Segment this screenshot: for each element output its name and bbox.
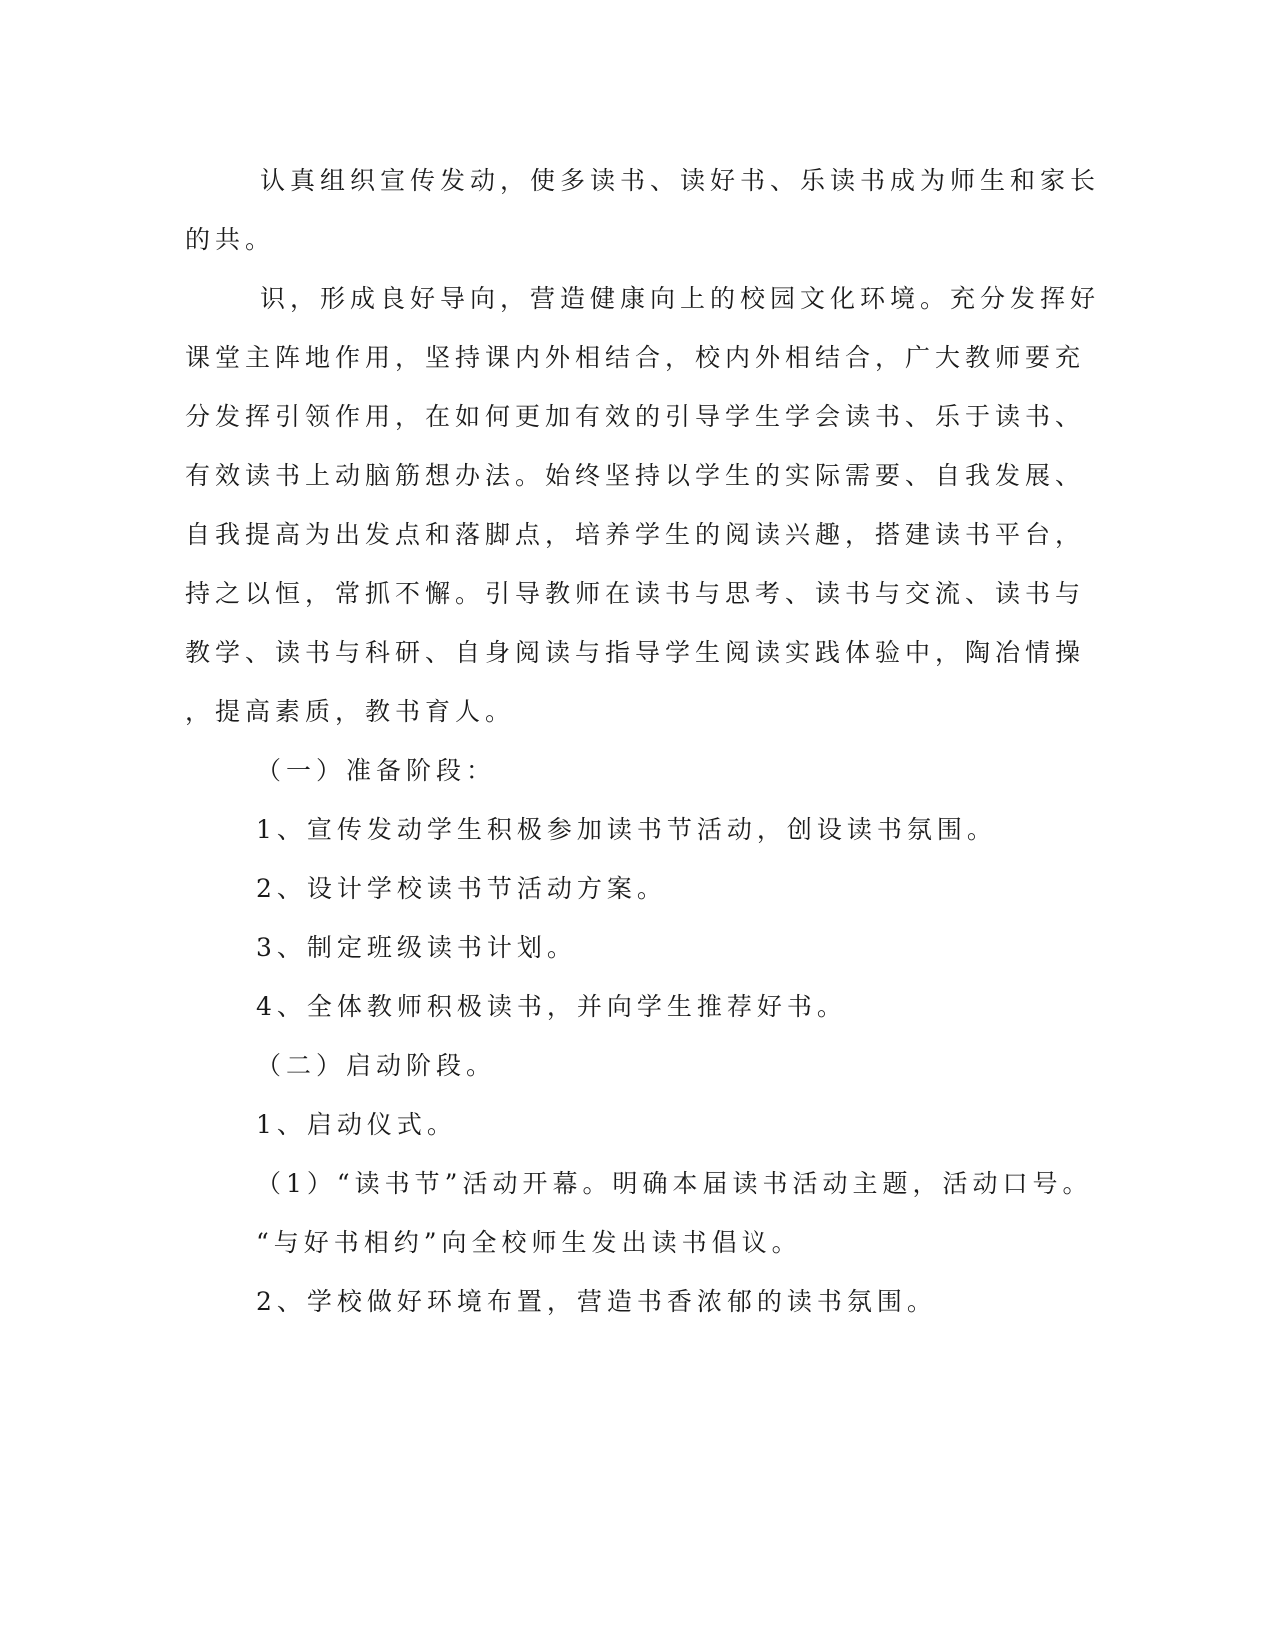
paragraph-line: 分发挥引领作用，在如何更加有效的引导学生学会读书、乐于读书、 <box>185 402 1086 431</box>
paragraph-line: 持之以恒，常抓不懈。引导教师在读书与思考、读书与交流、读书与 <box>185 579 1086 608</box>
paragraph-line: 识，形成良好导向，营造健康向上的校园文化环境。充分发挥好 <box>260 284 1101 313</box>
list-item: 3、制定班级读书计划。 <box>256 933 577 962</box>
list-item: 2、设计学校读书节活动方案。 <box>256 874 667 903</box>
paragraph-line: 自我提高为出发点和落脚点，培养学生的阅读兴趣，搭建读书平台， <box>185 520 1086 549</box>
list-item: 1、启动仪式。 <box>256 1110 457 1139</box>
paragraph-line: 教学、读书与科研、自身阅读与指导学生阅读实践体验中，陶冶情操 <box>185 638 1086 667</box>
list-item: 4、全体教师积极读书，并向学生推荐好书。 <box>256 992 847 1021</box>
list-item: 1、宣传发动学生积极参加读书节活动，创设读书氛围。 <box>256 815 997 844</box>
section-heading: （二）启动阶段。 <box>256 1051 497 1080</box>
list-item: 2、学校做好环境布置，营造书香浓郁的读书氛围。 <box>256 1287 937 1316</box>
section-heading: （一）准备阶段： <box>256 756 497 785</box>
sub-list-item: （1）“读书节”活动开幕。明确本届读书活动主题，活动口号。 <box>256 1169 1093 1198</box>
paragraph-line: 课堂主阵地作用，坚持课内外相结合，校内外相结合，广大教师要充 <box>185 343 1086 372</box>
paragraph-line: ，提高素质，教书育人。 <box>185 697 516 726</box>
paragraph-line: 认真组织宣传发动，使多读书、读好书、乐读书成为师生和家长 <box>260 166 1101 195</box>
paragraph-line: 的共。 <box>185 225 276 254</box>
paragraph-line: 有效读书上动脑筋想办法。始终坚持以学生的实际需要、自我发展、 <box>185 461 1086 490</box>
sub-list-item-continuation: “与好书相约”向全校师生发出读书倡议。 <box>256 1228 802 1257</box>
